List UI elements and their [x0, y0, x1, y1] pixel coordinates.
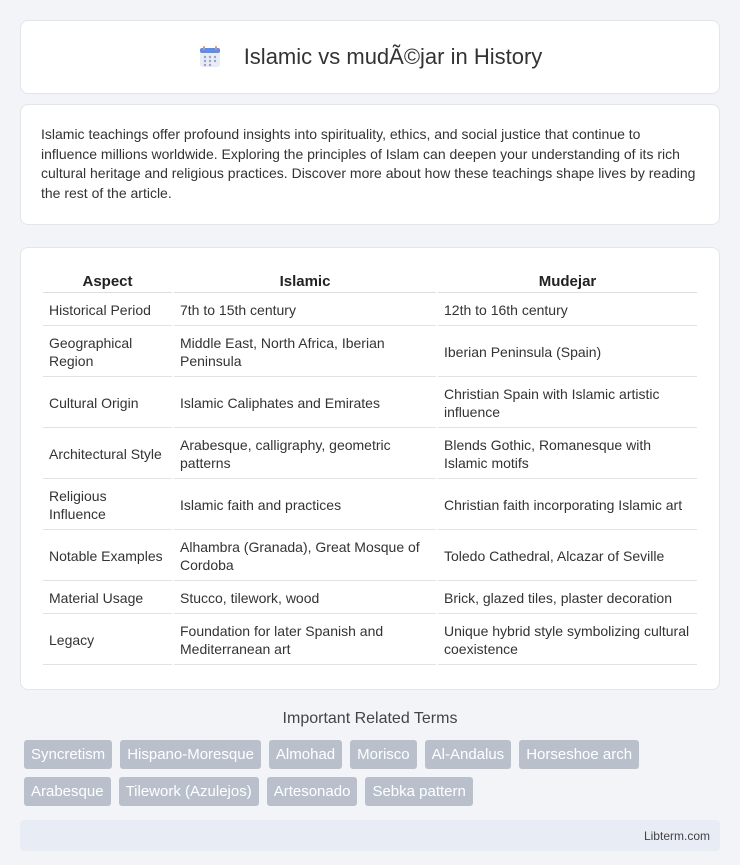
table-row: [43, 616, 697, 665]
intro-text: Islamic teachings offer profound insights into spirituality, ethics, and social justice that continue to influence millions worldwide. Exploring the principles of Islam can deepen your understanding of its rich cultural heritage and religious practices. Discover more about how these teachings shape lives by reading the rest of the article.: [41, 126, 696, 201]
cell-mudejar: Blends Gothic, Romanesque with Islamic motifs: [438, 430, 697, 479]
cell-aspect: Cultural Origin: [43, 379, 172, 428]
footer-site-link[interactable]: Libterm.com: [643, 828, 710, 843]
cell-aspect: Material Usage: [43, 583, 172, 614]
header-aspect: Aspect: [43, 270, 172, 293]
table-row: [43, 583, 697, 614]
header-islamic: Islamic: [174, 270, 436, 293]
cell-mudejar: Christian Spain with Islamic artistic influence: [438, 379, 697, 428]
comparison-table-card: [20, 247, 720, 690]
related-term-tag[interactable]: Horseshoe arch: [519, 740, 639, 769]
cell-aspect: Historical Period: [43, 295, 172, 326]
cell-islamic: Middle East, North Africa, Iberian Peninsula: [174, 328, 436, 377]
table-row: [43, 379, 697, 428]
cell-aspect: Legacy: [43, 616, 172, 665]
cell-mudejar: Unique hybrid style symbolizing cultural coexistence: [438, 616, 697, 665]
intro-card: [20, 104, 720, 225]
cell-islamic: Stucco, tilework, wood: [174, 583, 436, 614]
related-terms-title: Important Related Terms: [282, 710, 458, 727]
page-title: Islamic vs mudÃ©jar in History: [243, 44, 543, 69]
related-term-tag[interactable]: Morisco: [350, 740, 417, 769]
related-term-tag[interactable]: Arabesque: [24, 777, 111, 806]
header-card: [20, 20, 720, 94]
table-row: [43, 295, 697, 326]
comparison-table: [41, 268, 699, 667]
cell-aspect: Notable Examples: [43, 532, 172, 581]
cell-mudejar: Christian faith incorporating Islamic art: [438, 481, 697, 530]
related-term-tag[interactable]: Hispano-Moresque: [120, 740, 261, 769]
footer: [20, 820, 720, 851]
cell-mudejar: Iberian Peninsula (Spain): [438, 328, 697, 377]
calendar-icon: [198, 45, 222, 69]
cell-aspect: Geographical Region: [43, 328, 172, 377]
table-header-row: [43, 270, 697, 293]
related-term-tag[interactable]: Sebka pattern: [365, 777, 472, 806]
related-term-tag[interactable]: Al-Andalus: [425, 740, 512, 769]
cell-islamic: Alhambra (Granada), Great Mosque of Cordoba: [174, 532, 436, 581]
table-row: [43, 430, 697, 479]
cell-mudejar: Toledo Cathedral, Alcazar of Seville: [438, 532, 697, 581]
cell-islamic: Islamic Caliphates and Emirates: [174, 379, 436, 428]
cell-mudejar: Brick, glazed tiles, plaster decoration: [438, 583, 697, 614]
related-term-tag[interactable]: Tilework (Azulejos): [119, 777, 259, 806]
table-row: [43, 328, 697, 377]
cell-aspect: Architectural Style: [43, 430, 172, 479]
cell-mudejar: 12th to 16th century: [438, 295, 697, 326]
cell-islamic: Arabesque, calligraphy, geometric patterns: [174, 430, 436, 479]
related-term-tag[interactable]: Syncretism: [24, 740, 112, 769]
cell-aspect: Religious Influence: [43, 481, 172, 530]
related-terms-list: [20, 728, 720, 806]
related-term-tag[interactable]: Artesonado: [267, 777, 358, 806]
cell-islamic: Foundation for later Spanish and Mediterranean art: [174, 616, 436, 665]
table-row: [43, 481, 697, 530]
cell-islamic: 7th to 15th century: [174, 295, 436, 326]
table-row: [43, 532, 697, 581]
related-term-tag[interactable]: Almohad: [269, 740, 342, 769]
header-mudejar: Mudejar: [438, 270, 697, 293]
cell-islamic: Islamic faith and practices: [174, 481, 436, 530]
